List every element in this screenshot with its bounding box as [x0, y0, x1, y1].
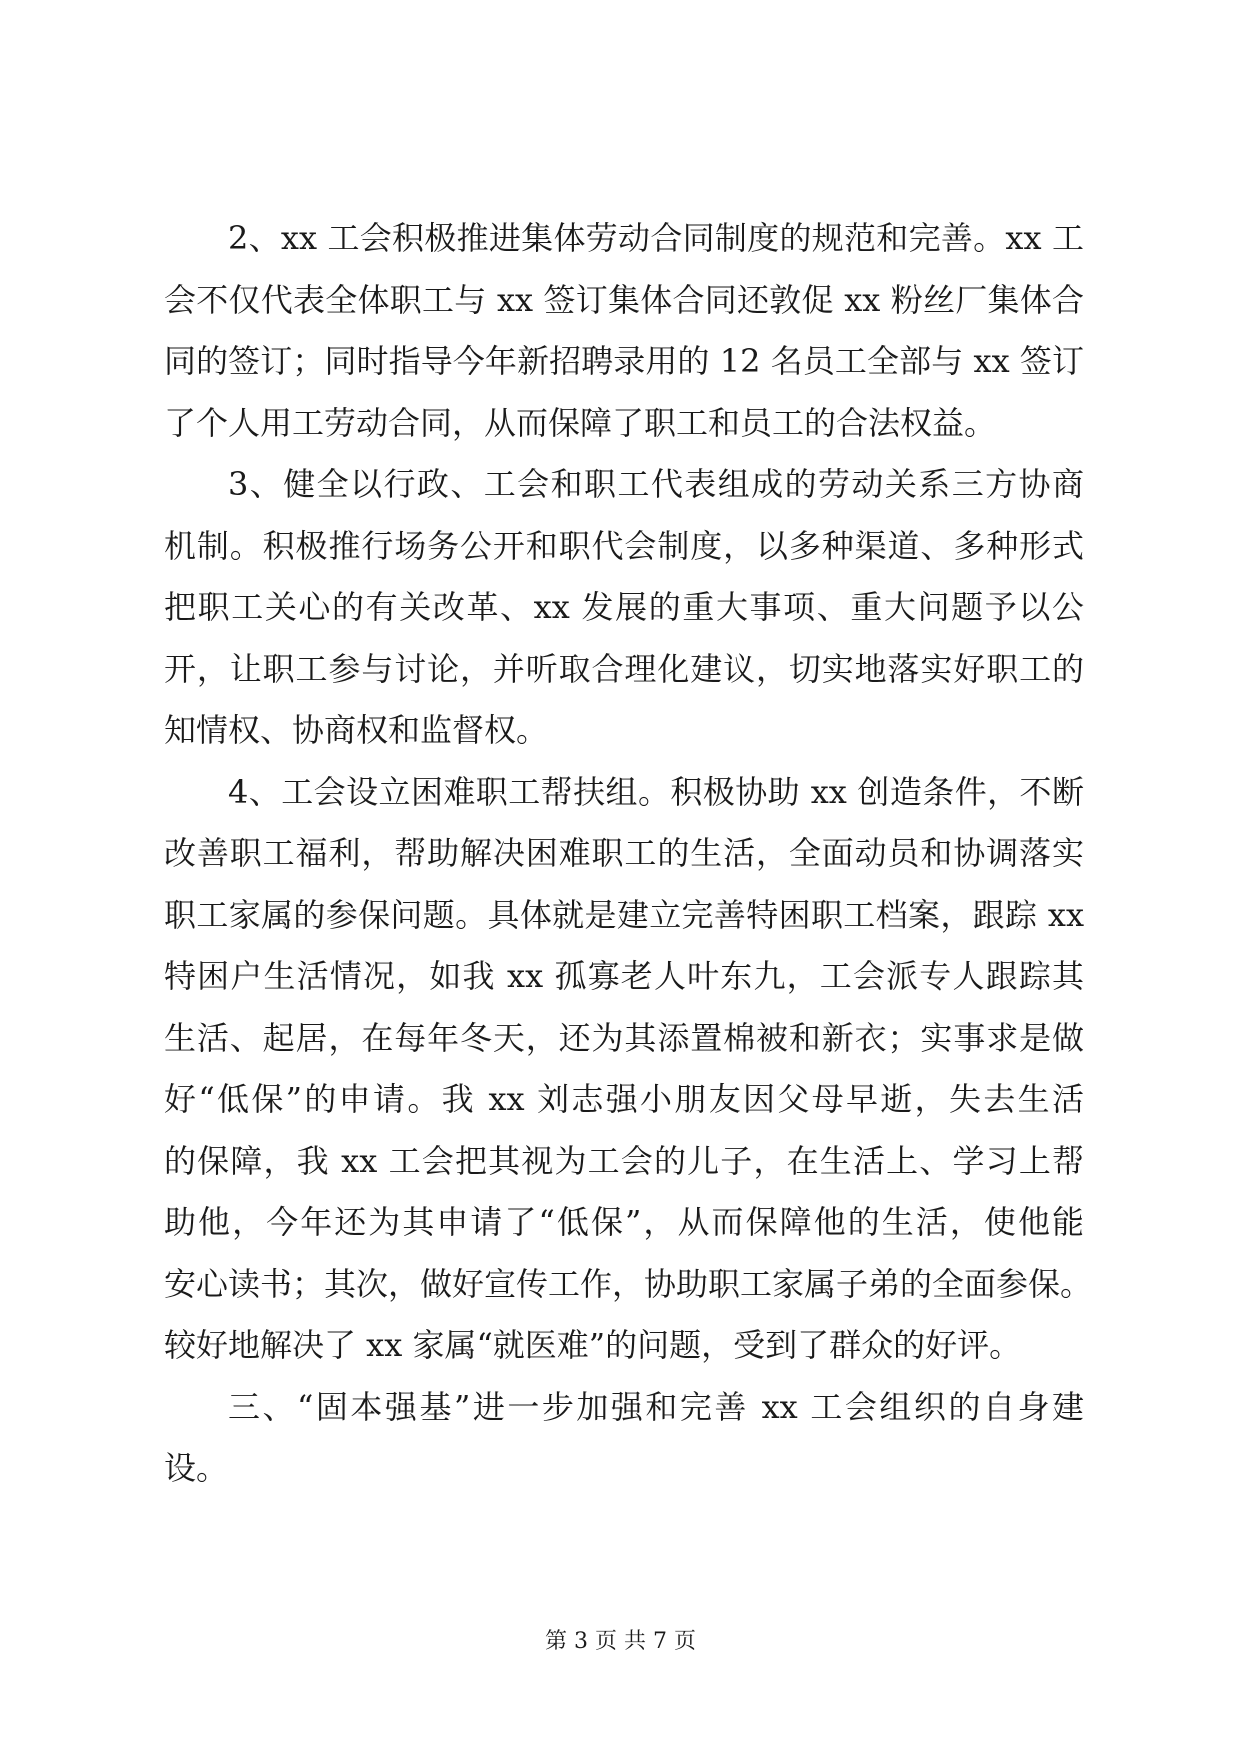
section-heading-3 [164, 1377, 1084, 1500]
text-line: 了个人用工劳动合同，从而保障了职工和员工的合法权益。 [164, 403, 997, 442]
text-line: 安心读书；其次，做好宣传工作，协助职工家属子弟的全面参保。 [164, 1264, 1093, 1303]
text-line: 知情权、协商权和监督权。 [164, 711, 549, 749]
text-line: 三、“固本强基”进一步加强和完善 xx 工会组织的自身建 [228, 1387, 1084, 1426]
text-line: 较好地解决了 xx 家属“就医难”的问题，受到了群众的好评。 [164, 1326, 1022, 1364]
text-line: 开，让职工参与讨论，并听取合理化建议，切实地落实好职工的 [164, 649, 1084, 688]
text-line: 职工家属的参保问题。具体就是建立完善特困职工档案，跟踪 xx [164, 895, 1084, 934]
page-number-footer: 第 3 页 共 7 页 [545, 1629, 696, 1654]
text-line: 特困户生活情况，如我 xx 孤寡老人叶东九，工会派专人跟踪其 [164, 957, 1084, 995]
text-line: 机制。积极推行场务公开和职代会制度，以多种渠道、多种形式 [164, 526, 1084, 565]
paragraph-item-2 [164, 208, 1084, 454]
text-line: 4、工会设立困难职工帮扶组。积极协助 xx 创造条件，不断 [228, 772, 1084, 811]
text-line: 生活、起居，在每年冬天，还为其添置棉被和新衣；实事求是做 [164, 1018, 1084, 1057]
text-line: 3、健全以行政、工会和职工代表组成的劳动关系三方协商 [228, 465, 1084, 503]
document-body [164, 208, 1093, 1500]
text-line: 助他，今年还为其申请了“低保”，从而保障他的生活，使他能 [164, 1203, 1084, 1241]
text-line: 的保障，我 xx 工会把其视为工会的儿子，在生活上、学习上帮 [164, 1141, 1084, 1180]
text-line: 设。 [164, 1449, 229, 1487]
text-line: 2、xx 工会积极推进集体劳动合同制度的规范和完善。xx 工 [228, 219, 1084, 257]
text-line: 改善职工福利，帮助解决困难职工的生活，全面动员和协调落实 [164, 834, 1084, 872]
text-line: 把职工关心的有关改革、xx 发展的重大事项、重大问题予以公 [164, 588, 1084, 626]
text-line: 同的签订；同时指导今年新招聘录用的 12 名员工全部与 xx 签订 [164, 342, 1084, 380]
paragraph-item-3 [164, 454, 1084, 762]
text-line: 好“低保”的申请。我 xx 刘志强小朋友因父母早逝，失去生活 [164, 1080, 1084, 1118]
paragraph-item-4 [164, 762, 1093, 1377]
text-line: 会不仅代表全体职工与 xx 签订集体合同还敦促 xx 粉丝厂集体合 [164, 280, 1084, 319]
